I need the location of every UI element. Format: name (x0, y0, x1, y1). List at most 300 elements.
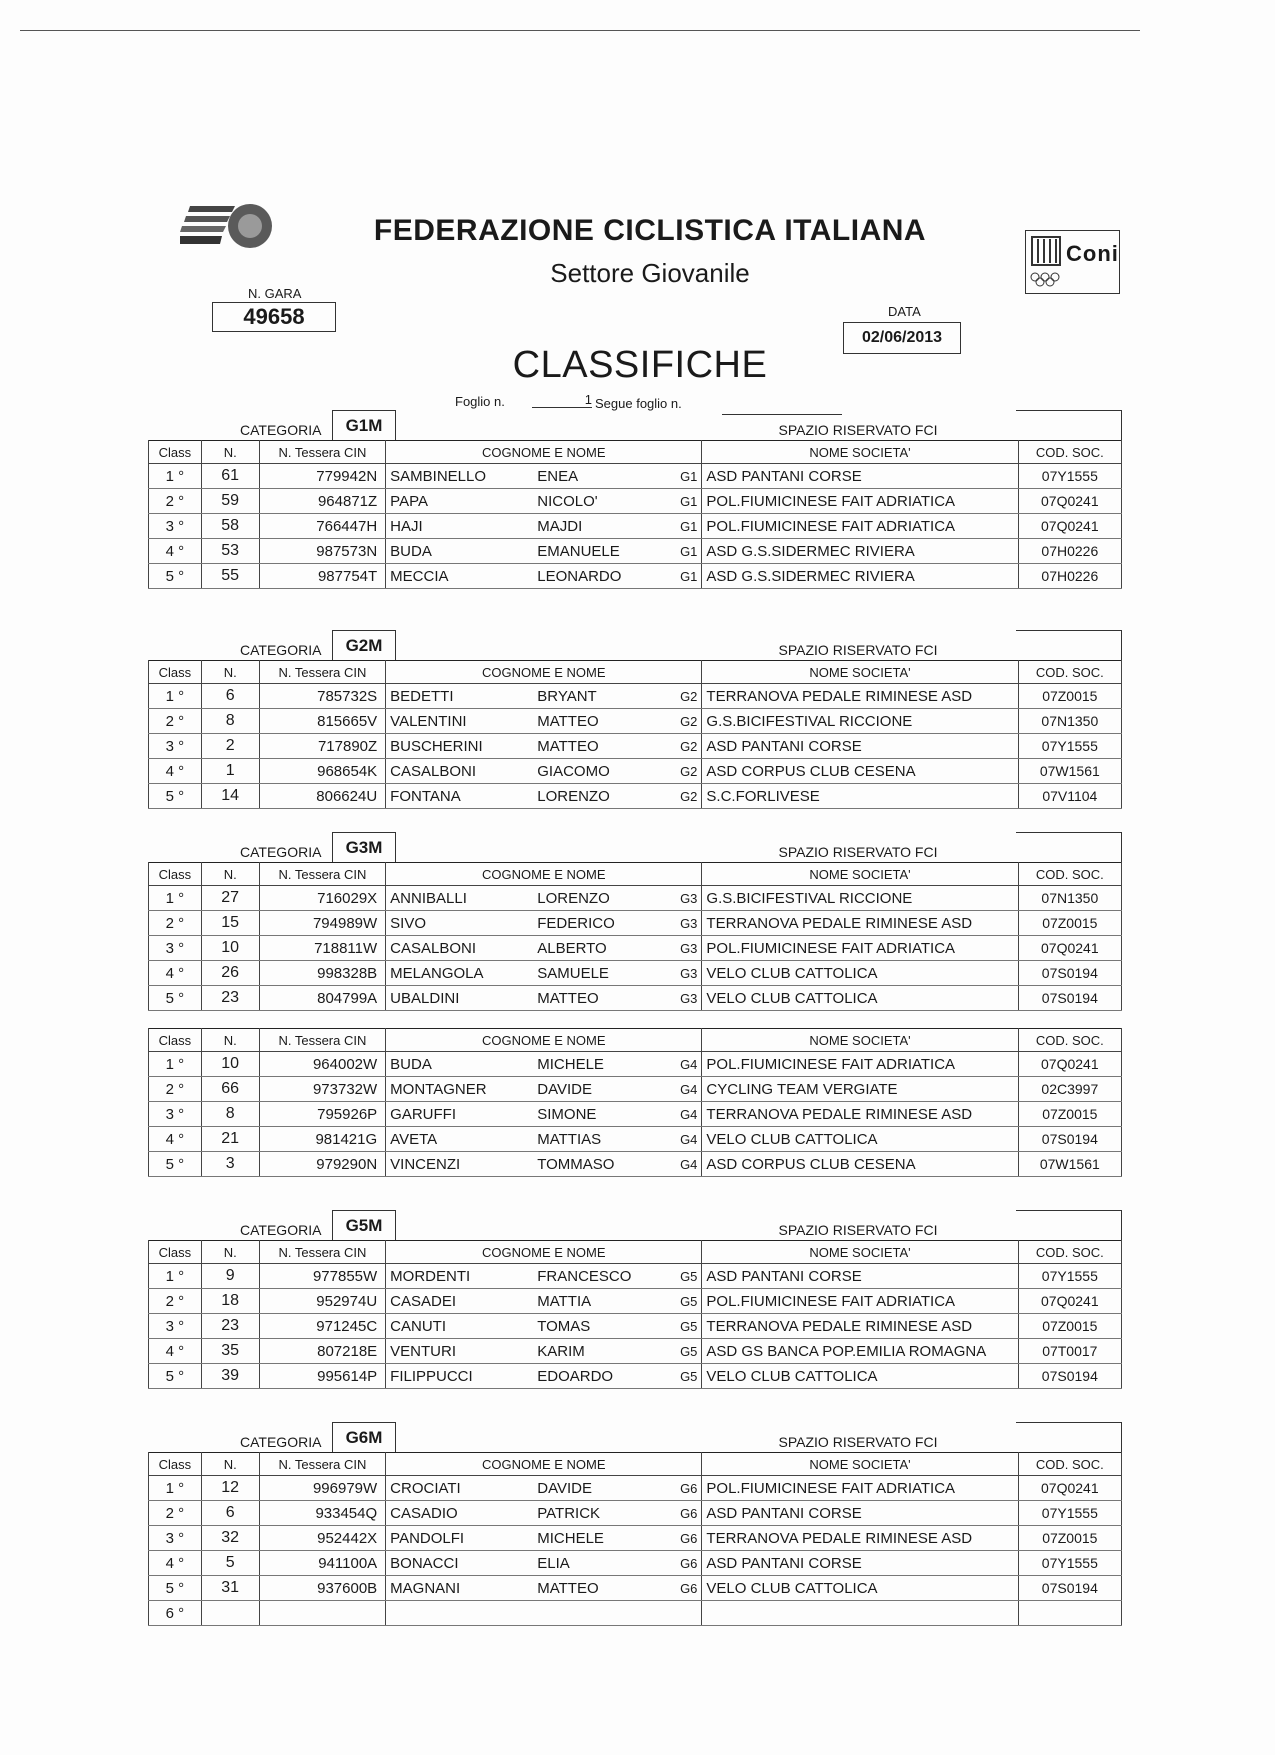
table-header-row (149, 661, 1122, 684)
table-row (149, 936, 1122, 961)
col-cognome-header: COGNOME E NOME (386, 863, 702, 886)
cell-nome: MATTIA (533, 1289, 660, 1314)
gara-label: N. GARA (248, 286, 302, 301)
cell-nome: DAVIDE (533, 1476, 660, 1501)
col-cod-header: COD. SOC. (1018, 1453, 1121, 1476)
table-row (149, 539, 1122, 564)
cell-societa: ASD CORPUS CLUB CESENA (702, 1152, 1018, 1177)
cell-cat: G1 (660, 489, 702, 514)
table-row (149, 514, 1122, 539)
cell-cat: G4 (660, 1102, 702, 1127)
cell-societa (702, 1601, 1018, 1626)
cell-societa: ASD CORPUS CLUB CESENA (702, 759, 1018, 784)
cell-societa: G.S.BICIFESTIVAL RICCIONE (702, 886, 1018, 911)
cell-cat: G2 (660, 684, 702, 709)
cell-tessera: 815665V (259, 709, 386, 734)
cell-cat: G6 (660, 1501, 702, 1526)
cell-cognome: FILIPPUCCI (386, 1364, 534, 1389)
cell-nome (533, 1601, 660, 1626)
cell-pos: 5 ° (149, 784, 202, 809)
page-title: CLASSIFICHE (512, 344, 768, 386)
cell-pos: 5 ° (149, 1364, 202, 1389)
cell-n: 6 (201, 684, 259, 709)
cell-nome: MATTEO (533, 1576, 660, 1601)
table-header-row (149, 1241, 1122, 1264)
cell-cognome: MONTAGNER (386, 1077, 534, 1102)
cell-cat: G5 (660, 1364, 702, 1389)
cell-nome: DAVIDE (533, 1077, 660, 1102)
cell-n: 12 (201, 1476, 259, 1501)
table-row (149, 911, 1122, 936)
cell-cat: G2 (660, 734, 702, 759)
cell-pos: 2 ° (149, 911, 202, 936)
col-cognome-header: COGNOME E NOME (386, 1029, 702, 1052)
cell-cod: 07Y1555 (1018, 1264, 1121, 1289)
categoria-label: CATEGORIA (240, 1434, 322, 1450)
cell-nome: MATTEO (533, 734, 660, 759)
col-class-header: Class (149, 661, 202, 684)
cell-cod: 07Q0241 (1018, 489, 1121, 514)
cell-pos: 4 ° (149, 1339, 202, 1364)
col-tessera-header: N. Tessera CIN (259, 661, 386, 684)
cell-cognome: CASALBONI (386, 936, 534, 961)
cell-societa: TERRANOVA PEDALE RIMINESE ASD (702, 684, 1018, 709)
cell-cod: 07Q0241 (1018, 936, 1121, 961)
cell-n: 10 (201, 1052, 259, 1077)
spazio-fci-label: SPAZIO RISERVATO FCI (778, 422, 938, 438)
cell-cognome: FONTANA (386, 784, 534, 809)
cell-cognome: CASALBONI (386, 759, 534, 784)
col-societa-header: NOME SOCIETA' (702, 863, 1018, 886)
cell-cognome: ANNIBALLI (386, 886, 534, 911)
cell-cat: G2 (660, 759, 702, 784)
table-header-row (149, 1029, 1122, 1052)
spazio-fci-label: SPAZIO RISERVATO FCI (778, 1434, 938, 1450)
cell-societa: ASD PANTANI CORSE (702, 1501, 1018, 1526)
table-header-row (149, 441, 1122, 464)
cell-nome: MATTEO (533, 986, 660, 1011)
cell-nome: ALBERTO (533, 936, 660, 961)
table-row (149, 1576, 1122, 1601)
cell-cat: G3 (660, 911, 702, 936)
cell-societa: ASD PANTANI CORSE (702, 464, 1018, 489)
spazio-fci-box (1016, 410, 1122, 440)
cell-societa: VELO CLUB CATTOLICA (702, 1127, 1018, 1152)
col-cognome-header: COGNOME E NOME (386, 661, 702, 684)
cell-cognome: BONACCI (386, 1551, 534, 1576)
cell-societa: POL.FIUMICINESE FAIT ADRIATICA (702, 936, 1018, 961)
cell-cognome: CANUTI (386, 1314, 534, 1339)
cell-tessera: 716029X (259, 886, 386, 911)
table-header-row (149, 1453, 1122, 1476)
coni-logo-text: Coni (1066, 241, 1119, 266)
cell-tessera: 971245C (259, 1314, 386, 1339)
cell-societa: POL.FIUMICINESE FAIT ADRIATICA (702, 1052, 1018, 1077)
col-societa-header: NOME SOCIETA' (702, 1029, 1018, 1052)
cell-cognome: MELANGOLA (386, 961, 534, 986)
cell-cognome: MECCIA (386, 564, 534, 589)
cell-cod: 07W1561 (1018, 759, 1121, 784)
table-row (149, 1152, 1122, 1177)
cell-societa: VELO CLUB CATTOLICA (702, 961, 1018, 986)
category-code: G2M (332, 630, 396, 660)
cell-cod: 07Y1555 (1018, 1501, 1121, 1526)
col-cod-header: COD. SOC. (1018, 863, 1121, 886)
table-row (149, 489, 1122, 514)
cell-nome: SAMUELE (533, 961, 660, 986)
col-societa-header: NOME SOCIETA' (702, 1453, 1018, 1476)
cell-n: 14 (201, 784, 259, 809)
cell-tessera: 977855W (259, 1264, 386, 1289)
cell-pos: 4 ° (149, 539, 202, 564)
cell-cod: 07Y1555 (1018, 464, 1121, 489)
col-tessera-header: N. Tessera CIN (259, 1453, 386, 1476)
cell-cod: 07Z0015 (1018, 1526, 1121, 1551)
cell-cognome: UBALDINI (386, 986, 534, 1011)
cell-tessera: 998328B (259, 961, 386, 986)
cell-n (201, 1601, 259, 1626)
spazio-fci-label: SPAZIO RISERVATO FCI (778, 1222, 938, 1238)
spazio-fci-box (1016, 1422, 1122, 1452)
cell-nome: TOMMASO (533, 1152, 660, 1177)
cell-n: 26 (201, 961, 259, 986)
cell-pos: 5 ° (149, 1576, 202, 1601)
cell-pos: 5 ° (149, 986, 202, 1011)
spazio-fci-box (1016, 630, 1122, 660)
cell-cognome: CASADIO (386, 1501, 534, 1526)
cell-societa: TERRANOVA PEDALE RIMINESE ASD (702, 1526, 1018, 1551)
table-row (149, 464, 1122, 489)
cell-cognome: PAPA (386, 489, 534, 514)
cell-nome: LORENZO (533, 886, 660, 911)
cell-cod: 07H0226 (1018, 539, 1121, 564)
table-row (149, 759, 1122, 784)
col-n-header: N. (201, 441, 259, 464)
segue-line (722, 414, 842, 415)
cell-nome: PATRICK (533, 1501, 660, 1526)
cell-cognome (386, 1601, 534, 1626)
table-row (149, 1526, 1122, 1551)
cell-nome: MATTEO (533, 709, 660, 734)
cell-tessera: 941100A (259, 1551, 386, 1576)
col-class-header: Class (149, 441, 202, 464)
col-societa-header: NOME SOCIETA' (702, 1241, 1018, 1264)
cell-societa: TERRANOVA PEDALE RIMINESE ASD (702, 911, 1018, 936)
cell-tessera: 952442X (259, 1526, 386, 1551)
gara-number: 49658 (212, 302, 336, 332)
cell-cognome: VALENTINI (386, 709, 534, 734)
cell-cod: 07Z0015 (1018, 1102, 1121, 1127)
cell-tessera: 968654K (259, 759, 386, 784)
cell-tessera: 973732W (259, 1077, 386, 1102)
cell-societa: ASD G.S.SIDERMEC RIVIERA (702, 539, 1018, 564)
cell-n: 2 (201, 734, 259, 759)
cell-tessera: 795926P (259, 1102, 386, 1127)
cell-societa: ASD PANTANI CORSE (702, 734, 1018, 759)
table-row (149, 1314, 1122, 1339)
cell-pos: 1 ° (149, 684, 202, 709)
col-n-header: N. (201, 1029, 259, 1052)
cell-cod: 07Z0015 (1018, 1314, 1121, 1339)
cell-cognome: BUSCHERINI (386, 734, 534, 759)
cell-cod: 07Q0241 (1018, 514, 1121, 539)
cell-cat: G5 (660, 1314, 702, 1339)
foglio-value: 1 (532, 392, 592, 408)
cell-tessera: 995614P (259, 1364, 386, 1389)
col-class-header: Class (149, 1453, 202, 1476)
table-row (149, 1289, 1122, 1314)
cell-pos: 6 ° (149, 1601, 202, 1626)
cell-tessera: 779942N (259, 464, 386, 489)
cell-cat: G5 (660, 1339, 702, 1364)
col-cognome-header: COGNOME E NOME (386, 441, 702, 464)
cell-cat: G1 (660, 514, 702, 539)
table-row (149, 1077, 1122, 1102)
cell-cod: 07S0194 (1018, 1576, 1121, 1601)
cell-pos: 2 ° (149, 709, 202, 734)
cell-societa: G.S.BICIFESTIVAL RICCIONE (702, 709, 1018, 734)
col-cod-header: COD. SOC. (1018, 1241, 1121, 1264)
org-title: FEDERAZIONE CICLISTICA ITALIANA (373, 214, 927, 247)
results-table (148, 440, 1122, 589)
cell-tessera: 952974U (259, 1289, 386, 1314)
col-societa-header: NOME SOCIETA' (702, 661, 1018, 684)
cell-cod: 07Z0015 (1018, 911, 1121, 936)
col-cod-header: COD. SOC. (1018, 441, 1121, 464)
cell-n: 55 (201, 564, 259, 589)
cell-n: 8 (201, 709, 259, 734)
cell-societa: POL.FIUMICINESE FAIT ADRIATICA (702, 489, 1018, 514)
table-row (149, 709, 1122, 734)
cell-cod (1018, 1601, 1121, 1626)
table-row (149, 1601, 1122, 1626)
cell-nome: ELIA (533, 1551, 660, 1576)
cell-nome: MICHELE (533, 1052, 660, 1077)
cell-tessera: 987573N (259, 539, 386, 564)
cell-societa: VELO CLUB CATTOLICA (702, 1364, 1018, 1389)
table-row (149, 986, 1122, 1011)
table-row (149, 1264, 1122, 1289)
cell-cod: 02C3997 (1018, 1077, 1121, 1102)
cell-cod: 07S0194 (1018, 1364, 1121, 1389)
category-code: G3M (332, 832, 396, 862)
table-header-row (149, 863, 1122, 886)
cell-cognome: BEDETTI (386, 684, 534, 709)
cell-tessera: 987754T (259, 564, 386, 589)
col-class-header: Class (149, 1029, 202, 1052)
cell-n: 6 (201, 1501, 259, 1526)
data-label: DATA (888, 304, 921, 319)
table-row (149, 1364, 1122, 1389)
cell-societa: ASD PANTANI CORSE (702, 1264, 1018, 1289)
table-row (149, 1052, 1122, 1077)
results-table (148, 1028, 1122, 1177)
cell-tessera: 807218E (259, 1339, 386, 1364)
cell-nome: SIMONE (533, 1102, 660, 1127)
categoria-label: CATEGORIA (240, 422, 322, 438)
col-societa-header: NOME SOCIETA' (702, 441, 1018, 464)
cell-cognome: BUDA (386, 1052, 534, 1077)
cell-cat: G2 (660, 784, 702, 809)
cell-cat: G5 (660, 1289, 702, 1314)
cell-nome: MICHELE (533, 1526, 660, 1551)
cell-cat: G5 (660, 1264, 702, 1289)
cell-n: 8 (201, 1102, 259, 1127)
cell-pos: 3 ° (149, 936, 202, 961)
cell-pos: 2 ° (149, 1077, 202, 1102)
cell-tessera: 981421G (259, 1127, 386, 1152)
cell-societa: ASD GS BANCA POP.EMILIA ROMAGNA (702, 1339, 1018, 1364)
cell-n: 23 (201, 1314, 259, 1339)
cell-cognome: HAJI (386, 514, 534, 539)
col-tessera-header: N. Tessera CIN (259, 863, 386, 886)
results-table (148, 660, 1122, 809)
cell-cod: 07S0194 (1018, 1127, 1121, 1152)
cell-societa: CYCLING TEAM VERGIATE (702, 1077, 1018, 1102)
cell-cat: G3 (660, 986, 702, 1011)
cell-n: 31 (201, 1576, 259, 1601)
cell-n: 27 (201, 886, 259, 911)
cell-cognome: VINCENZI (386, 1152, 534, 1177)
data-value: 02/06/2013 (843, 322, 961, 354)
table-row (149, 1501, 1122, 1526)
cell-n: 35 (201, 1339, 259, 1364)
cell-cat: G1 (660, 539, 702, 564)
cell-societa: TERRANOVA PEDALE RIMINESE ASD (702, 1102, 1018, 1127)
categoria-label: CATEGORIA (240, 1222, 322, 1238)
cell-nome: NICOLO' (533, 489, 660, 514)
cell-cod: 07Y1555 (1018, 734, 1121, 759)
cell-nome: LORENZO (533, 784, 660, 809)
cell-n: 66 (201, 1077, 259, 1102)
cell-n: 58 (201, 514, 259, 539)
results-table (148, 862, 1122, 1011)
cell-nome: FRANCESCO (533, 1264, 660, 1289)
cell-cod: 07T0017 (1018, 1339, 1121, 1364)
cell-cat: G6 (660, 1476, 702, 1501)
cell-societa: VELO CLUB CATTOLICA (702, 986, 1018, 1011)
cell-tessera: 806624U (259, 784, 386, 809)
cell-cod: 07V1104 (1018, 784, 1121, 809)
col-tessera-header: N. Tessera CIN (259, 1241, 386, 1264)
cell-nome: BRYANT (533, 684, 660, 709)
cell-n: 9 (201, 1264, 259, 1289)
cell-n: 32 (201, 1526, 259, 1551)
cell-societa: POL.FIUMICINESE FAIT ADRIATICA (702, 1289, 1018, 1314)
cell-n: 18 (201, 1289, 259, 1314)
cell-pos: 2 ° (149, 1501, 202, 1526)
cell-pos: 4 ° (149, 961, 202, 986)
cell-cat (660, 1601, 702, 1626)
cell-cod: 07Y1555 (1018, 1551, 1121, 1576)
table-row (149, 1476, 1122, 1501)
cell-societa: S.C.FORLIVESE (702, 784, 1018, 809)
cell-tessera: 785732S (259, 684, 386, 709)
cell-pos: 4 ° (149, 1551, 202, 1576)
cell-n: 61 (201, 464, 259, 489)
cell-cod: 07W1561 (1018, 1152, 1121, 1177)
cell-n: 53 (201, 539, 259, 564)
cell-n: 1 (201, 759, 259, 784)
cell-cod: 07Q0241 (1018, 1289, 1121, 1314)
col-tessera-header: N. Tessera CIN (259, 441, 386, 464)
cell-societa: TERRANOVA PEDALE RIMINESE ASD (702, 1314, 1018, 1339)
col-cognome-header: COGNOME E NOME (386, 1241, 702, 1264)
cell-n: 15 (201, 911, 259, 936)
cell-societa: ASD PANTANI CORSE (702, 1551, 1018, 1576)
cell-cat: G3 (660, 961, 702, 986)
cell-cat: G1 (660, 464, 702, 489)
col-class-header: Class (149, 863, 202, 886)
cell-pos: 1 ° (149, 464, 202, 489)
cell-n: 3 (201, 1152, 259, 1177)
results-table (148, 1240, 1122, 1389)
cell-pos: 1 ° (149, 1052, 202, 1077)
top-rule (20, 30, 1140, 31)
fci-logo (180, 200, 275, 252)
spazio-fci-box (1016, 1210, 1122, 1240)
cell-societa: POL.FIUMICINESE FAIT ADRIATICA (702, 1476, 1018, 1501)
cell-cognome: AVETA (386, 1127, 534, 1152)
cell-n: 21 (201, 1127, 259, 1152)
cell-pos: 2 ° (149, 489, 202, 514)
category-code: G1M (332, 410, 396, 440)
cell-n: 39 (201, 1364, 259, 1389)
cell-cat: G1 (660, 564, 702, 589)
category-code: G5M (332, 1210, 396, 1240)
foglio-label: Foglio n. (455, 394, 505, 409)
cell-cognome: VENTURI (386, 1339, 534, 1364)
cell-n: 10 (201, 936, 259, 961)
table-row (149, 1551, 1122, 1576)
cell-tessera: 804799A (259, 986, 386, 1011)
cell-tessera: 979290N (259, 1152, 386, 1177)
cell-cognome: BUDA (386, 539, 534, 564)
cell-cognome: CROCIATI (386, 1476, 534, 1501)
cell-cod: 07N1350 (1018, 886, 1121, 911)
cell-nome: TOMAS (533, 1314, 660, 1339)
results-table (148, 1452, 1122, 1626)
cell-pos: 4 ° (149, 759, 202, 784)
cell-pos: 1 ° (149, 1476, 202, 1501)
cell-pos: 3 ° (149, 514, 202, 539)
cell-societa: POL.FIUMICINESE FAIT ADRIATICA (702, 514, 1018, 539)
cell-nome: EMANUELE (533, 539, 660, 564)
spazio-fci-label: SPAZIO RISERVATO FCI (778, 844, 938, 860)
col-n-header: N. (201, 1453, 259, 1476)
cell-pos: 2 ° (149, 1289, 202, 1314)
cell-nome: MAJDI (533, 514, 660, 539)
col-cognome-header: COGNOME E NOME (386, 1453, 702, 1476)
table-row (149, 734, 1122, 759)
cell-cognome: SIVO (386, 911, 534, 936)
cell-nome: LEONARDO (533, 564, 660, 589)
cell-n: 5 (201, 1551, 259, 1576)
cell-pos: 1 ° (149, 1264, 202, 1289)
cell-cat: G6 (660, 1526, 702, 1551)
cell-pos: 1 ° (149, 886, 202, 911)
table-row (149, 961, 1122, 986)
col-cod-header: COD. SOC. (1018, 661, 1121, 684)
cell-cod: 07S0194 (1018, 986, 1121, 1011)
col-n-header: N. (201, 1241, 259, 1264)
cell-cat: G4 (660, 1127, 702, 1152)
cell-cognome: MAGNANI (386, 1576, 534, 1601)
cell-cat: G3 (660, 886, 702, 911)
coni-logo (1025, 230, 1120, 294)
cell-cat: G4 (660, 1077, 702, 1102)
cell-nome: ENEA (533, 464, 660, 489)
